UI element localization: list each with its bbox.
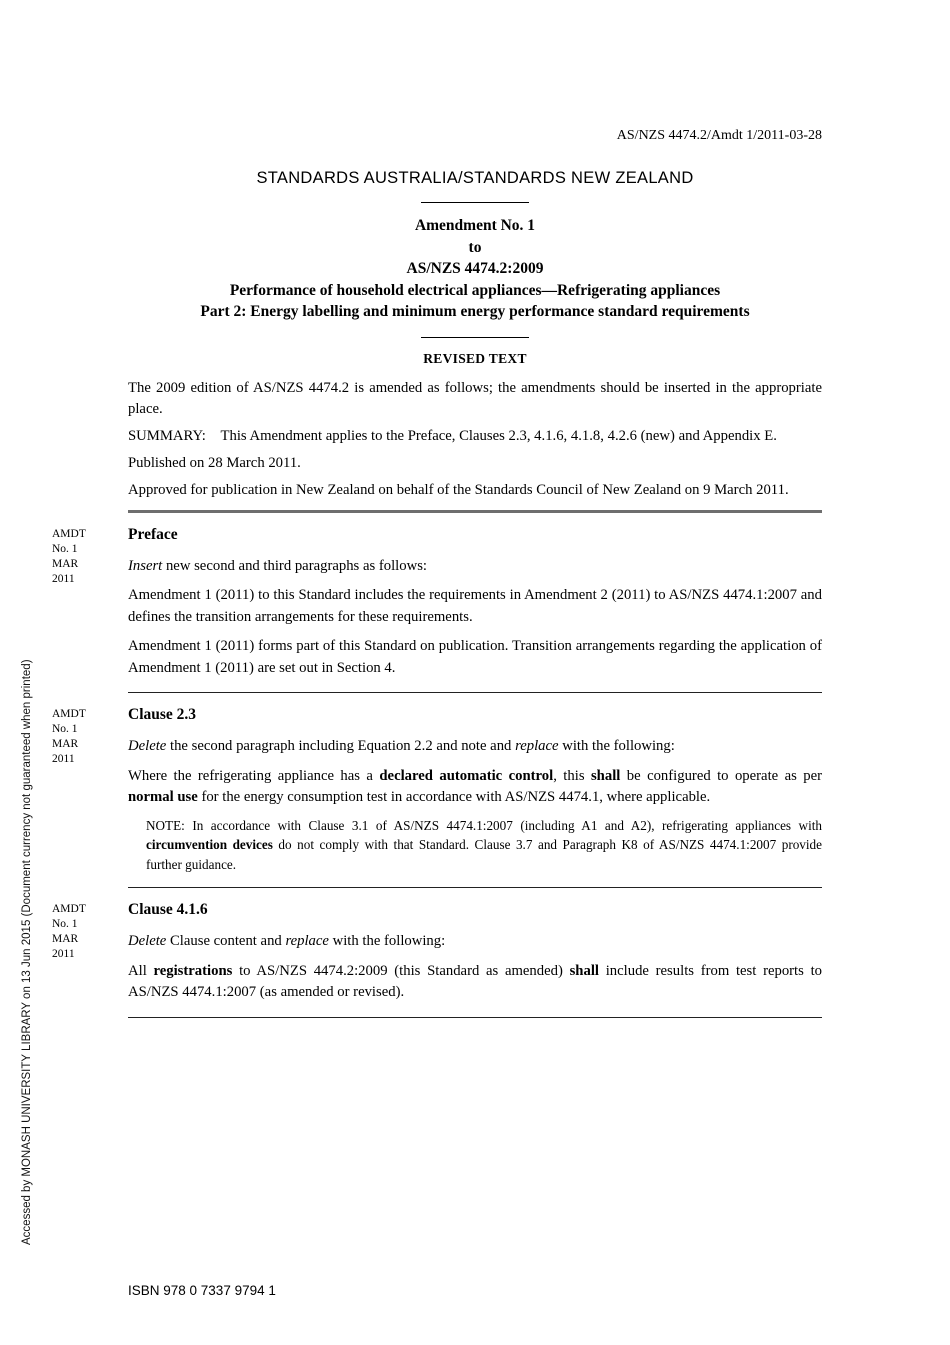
intro-block [128,378,822,501]
amdt-line: No. 1 [52,918,78,930]
amdt-margin-note [52,527,114,587]
section-preface [52,524,822,680]
amdt-margin-note [52,902,114,962]
amdt-line: MAR [52,738,79,750]
organization-title: STANDARDS AUSTRALIA/STANDARDS NEW ZEALAND [256,169,694,187]
amdt-line: 2011 [52,572,75,585]
amdt-line: AMDT [52,903,86,915]
divider-short-bottom [421,337,529,338]
library-access-watermark: Accessed by MONASH UNIVERSITY LIBRARY on 13 Jun 2015 (Document currency not guaranteed when printed) [21,659,33,1245]
intro-paragraph: The 2009 edition of AS/NZS 4474.2 is amended as follows; the amendments should be inserted in the appropriate place. [128,379,822,417]
amendment-heading-block [128,215,822,323]
summary-paragraph: SUMMARY: This Amendment applies to the Preface, Clauses 2.3, 4.1.6, 4.1.8, 4.2.6 (new) and Appendix E. [128,427,777,444]
amdt-margin-note [52,707,114,767]
section-paragraph: Where the refrigerating appliance has a declared automatic control, this shall be configured to operate as per normal use for the energy consumption test in accordance with AS/NZS 4474.1, where applicable. [128,767,822,805]
section-heading: Clause 2.3 [128,706,197,723]
section-note: NOTE: In accordance with Clause 3.1 of AS/NZS 4474.1:2007 (including A1 and A2), refrigerating appliances with circumvention devices do not comply with that Standard. Clause 3.7 and Paragraph K8 of AS/NZS 4474.1:2007 provide further guidance. [146,817,823,872]
amdt-line: 2011 [52,948,75,960]
edit-instruction: Insert new second and third paragraphs as follows: [128,557,427,574]
amdt-line: MAR [52,557,79,570]
section-clause-2-3 [52,704,823,874]
amdt-line: 2011 [52,753,75,765]
section-heading: Preface [128,525,178,543]
divider-short-top [421,202,529,203]
standard-number: AS/NZS 4474.2:2009 [406,260,544,277]
section-divider [128,887,822,888]
amdt-line: No. 1 [52,542,78,555]
amendment-to: to [468,238,482,256]
amdt-line: No. 1 [52,723,78,735]
amdt-line: AMDT [52,708,86,720]
edit-instruction: Delete Clause content and replace with the following: [128,933,446,949]
approved-paragraph: Approved for publication in New Zealand on behalf of the Standards Council of New Zealand on 9 March 2011. [128,481,789,498]
standard-title-line2: Part 2: Energy labelling and minimum energy performance standard requirements [200,303,750,320]
section-paragraph: Amendment 1 (2011) to this Standard includes the requirements in Amendment 2 (2011) to AS/NZS 4474.1:2007 and defines the transition arrangements for these requirements. [128,587,822,625]
amendment-number: Amendment No. 1 [414,217,536,234]
edit-instruction: Delete the second paragraph including Equation 2.2 and note and replace with the following: [128,738,675,754]
published-paragraph: Published on 28 March 2011. [128,454,301,471]
section-divider-bottom [128,1017,822,1018]
section-paragraph: Amendment 1 (2011) forms part of this Standard on publication. Transition arrangements regarding the application of Amendment 1 (2011) are set out in Section 4. [128,638,822,676]
content-column [52,0,823,1018]
document-reference: AS/NZS 4474.2/Amdt 1/2011-03-28 [616,128,822,143]
amdt-line: AMDT [52,527,86,540]
revised-text-label: REVISED TEXT [423,350,527,366]
section-heading: Clause 4.1.6 [128,901,208,918]
section-paragraph: All registrations to AS/NZS 4474.2:2009 (this Standard as amended) shall include results from test reports to AS/NZS 4474.1:2007 (as amended or revised). [128,962,822,1000]
section-divider [128,510,822,513]
amdt-line: MAR [52,933,79,945]
isbn-footer: ISBN 978 0 7337 9794 1 [128,1283,276,1298]
section-divider [128,692,822,693]
standard-title-line1: Performance of household electrical appliances—Refrigerating appliances [229,281,721,299]
section-clause-4-1-6 [52,899,822,1004]
